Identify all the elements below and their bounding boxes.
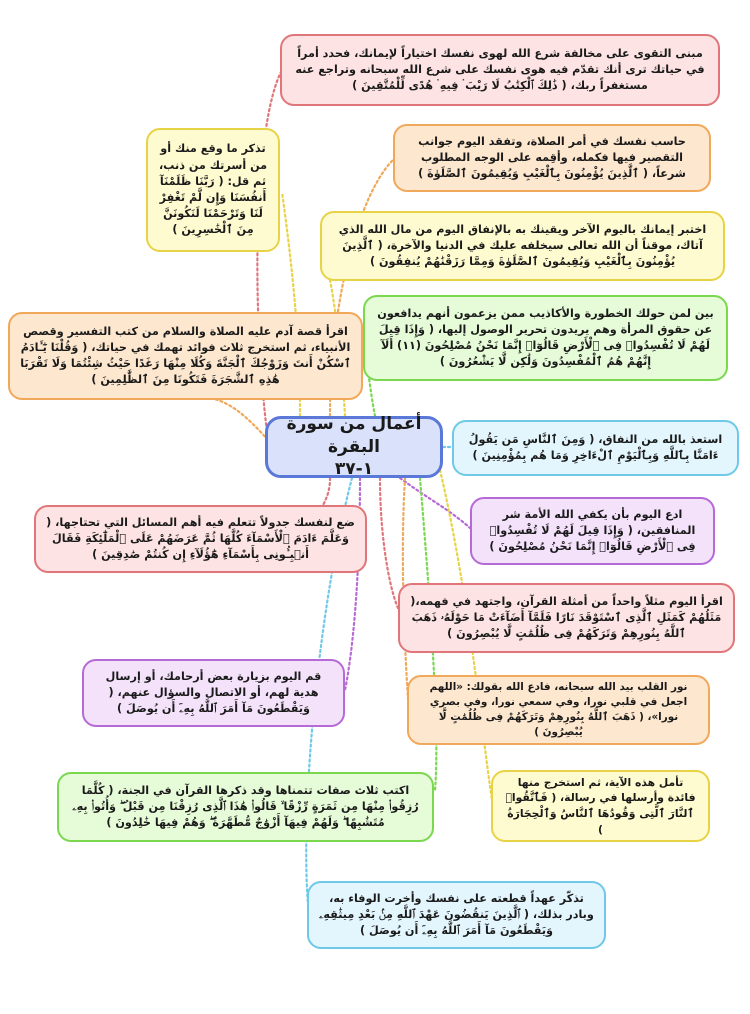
central-topic-range: ١-٣٧ [334, 459, 374, 480]
node-kinship: قم اليوم بزيارة بعض أرحامك، أو إرسال هدية لهم، أو الاتصال والسؤال عنهم، ( وَيَقْطَعُونَ مَآ أَمَرَ ٱللَّهُ بِهِۦٓ أَن يُوصَلَ ) [82, 659, 345, 727]
central-topic-title: أعمال من سورة البقرة [286, 413, 422, 457]
node-reflect-verse: تأمل هذه الآية، ثم استخرج منها فائدة وأرسلها في رسالة، ( فَٱتَّقُوا۟ ٱلنَّارَ ٱلَّتِى وَقُودُهَا ٱلنَّاسُ وَٱلْحِجَارَةُ ) [491, 770, 710, 842]
node-learning-schedule: ضع لنفسك جدولاً تتعلم فيه أهم المسائل التي تحتاجها، ( وَعَلَّمَ ءَادَمَ ٱلْأَسْمَآءَ كُلَّهَا ثُمَّ عَرَضَهُمْ عَلَى ٱلْمَلَٰٓئِكَةِ فَقَالَ أَنۢبِـُٔونِى بِأَسْمَآءِ هَٰٓؤُلَآءِ إِن كُنتُمْ صَٰدِقِينَ ) [34, 505, 367, 573]
node-covenant: تذكّر عهداً قطعته على نفسك وأخرت الوفاء به، وبادر بذلك، ( ٱلَّذِينَ يَنقُضُونَ عَهْدَ ٱللَّهِ مِنۢ بَعْدِ مِيثَٰقِهِۦ وَيَقْطَعُونَ مَآ أَمَرَ ٱللَّهُ بِهِۦٓ أَن يُوصَلَ ) [307, 881, 606, 949]
node-taqwa: مبنى التقوى على مخالفة شرع الله لهوى نفسك اختياراً لإيمانك، فحدد أمراً في حياتك ترى أنك تقدّم فيه هوى نفسك على شرع الله سبحانه وتراجع عنه مستغفراً ربك، ( ذَٰلِكَ ٱلْكِتَٰبُ لَا رَيْبَ ۛ فِيهِ ۛ هُدًى لِّلْمُتَّقِينَ ) [280, 34, 720, 106]
node-women-rights: بين لمن حولك الخطورة والأكاذيب ممن يزعمون أنهم يدافعون عن حقوق المرأة وهم يريدون تحرير الوصول إليها، ( وَإِذَا قِيلَ لَهُمْ لَا تُفْسِدُوا۟ فِى ٱلْأَرْضِ قَالُوٓا۟ إِنَّمَا نَحْنُ مُصْلِحُونَ (١١) أَلَآ إِنَّهُمْ هُمُ ٱلْمُفْسِدُونَ وَلَٰكِن لَّا يَشْعُرُونَ ) [363, 295, 728, 381]
node-paradise-traits: اكتب ثلاث صفات تتمناها وقد ذكرها القرآن في الجنة، ( كُلَّمَا رُزِقُوا۟ مِنْهَا مِن ثَمَرَةٍ رِّزْقًا ۙ قَالُوا۟ هَٰذَا ٱلَّذِى رُزِقْنَا مِن قَبْلُ ۖ وَأُتُوا۟ بِهِۦ مُتَشَٰبِهًا ۖ وَلَهُمْ فِيهَآ أَزْوَٰجٌ مُّطَهَّرَةٌ ۖ وَهُمْ فِيهَا خَٰلِدُونَ ) [57, 772, 434, 842]
node-hypocrisy: استعذ بالله من النفاق، ( وَمِنَ ٱلنَّاسِ مَن يَقُولُ ءَامَنَّا بِٱللَّهِ وَبِٱلْيَوْمِ ٱلْءَاخِرِ وَمَا هُم بِمُؤْمِنِينَ ) [452, 420, 739, 476]
node-spending: اختبر إيمانك باليوم الآخر ويقينك به بالإنفاق اليوم من مال الله الذي آتاك، موقناً أن الله تعالى سيخلفه عليك في الدنيا والآخرة، ( ٱلَّذِينَ يُؤْمِنُونَ بِٱلْغَيْبِ وَيُقِيمُونَ ٱلصَّلَوٰةَ وَمِمَّا رَزَقْنَٰهُمْ يُنفِقُونَ ) [320, 211, 725, 281]
node-prayer: حاسب نفسك في أمر الصلاة، وتفقد اليوم جوانب التقصير فيها فكمله، وأقِمه على الوجه المطلوب شرعاً، ( ٱلَّذِينَ يُؤْمِنُونَ بِٱلْغَيْبِ وَيُقِيمُونَ ٱلصَّلَوٰةَ ) [393, 124, 711, 192]
node-adam-story: اقرأ قصة آدم عليه الصلاة والسلام من كتب التفسير وقصص الأنبياء، ثم استخرج ثلاث فوائد تهمك في حياتك، ( وَقُلْنَا يَٰٓـَٔادَمُ ٱسْكُنْ أَنتَ وَزَوْجُكَ ٱلْجَنَّةَ وَكُلَا مِنْهَا رَغَدًا حَيْثُ شِئْتُمَا وَلَا تَقْرَبَا هَٰذِهِ ٱلشَّجَرَةَ فَتَكُونَا مِنَ ٱلظَّٰلِمِينَ ) [8, 312, 363, 400]
node-heart-light: نور القلب بيد الله سبحانه، فادع الله بقولك: «اللهم اجعل في قلبي نورا، وفي سمعي نورا، وفي بصري نورا»، ( ذَهَبَ ٱللَّهُ بِنُورِهِمْ وَتَرَكَهُمْ فِى ظُلُمَٰتٍ لَّا يُبْصِرُونَ ) [407, 675, 710, 745]
central-topic [265, 413, 443, 480]
node-repentance: تذكر ما وقع منك أو من أسرتك من ذنب، ثم قل: ( رَبَّنَا ظَلَمْنَآ أَنفُسَنَا وَإِن لَّمْ تَغْفِرْ لَنَا وَتَرْحَمْنَا لَنَكُونَنَّ مِنَ ٱلْخَٰسِرِينَ ) [146, 128, 280, 252]
node-supplication-hypocrites: ادع اليوم بأن يكفي الله الأمة شر المنافقين، ( وَإِذَا قِيلَ لَهُمْ لَا تُفْسِدُوا۟ فِى ٱلْأَرْضِ قَالُوٓا۟ إِنَّمَا نَحْنُ مُصْلِحُونَ ) [470, 497, 715, 565]
node-quran-parable: اقرأ اليوم مثلاً واحداً من أمثلة القرآن، واجتهد في فهمه،( مَثَلُهُمْ كَمَثَلِ ٱلَّذِى ٱسْتَوْقَدَ نَارًا فَلَمَّآ أَضَآءَتْ مَا حَوْلَهُۥ ذَهَبَ ٱللَّهُ بِنُورِهِمْ وَتَرَكَهُمْ فِى ظُلُمَٰتٍ لَّا يُبْصِرُونَ ) [398, 583, 735, 653]
